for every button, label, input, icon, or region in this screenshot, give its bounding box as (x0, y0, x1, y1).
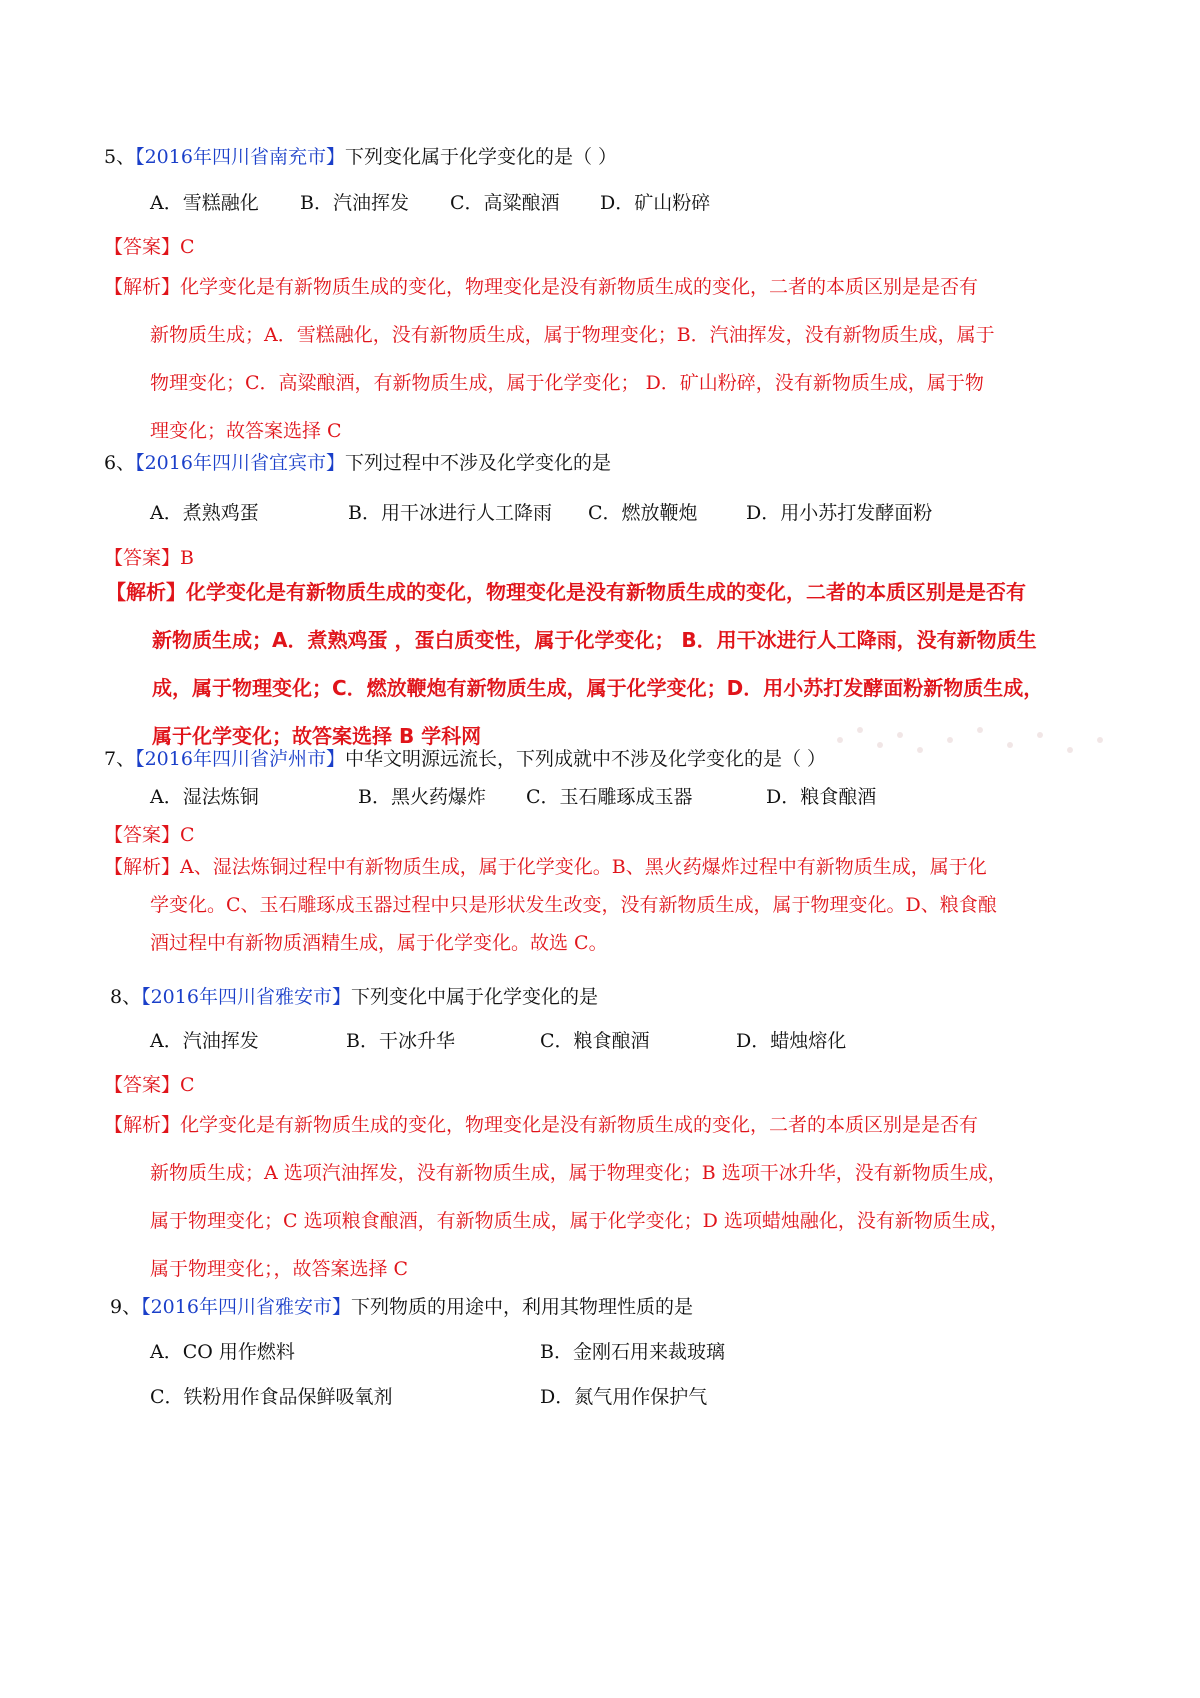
option-b: B．用干冰进行人工降雨 (348, 502, 552, 524)
option-d: D．矿山粉碎 (600, 192, 711, 214)
explanation-tag: 【解析】 (104, 856, 181, 878)
question-7 (104, 744, 826, 771)
question-9 (110, 1292, 693, 1319)
explanation-line: 化学变化是有新物质生成的变化，物理变化是没有新物质生成的变化，二者的本质区别是是否有 (186, 580, 1026, 604)
explanation-line: 属于物理变化；，故答案选择 C (150, 1258, 409, 1280)
explanation-line: 属于物理变化；C 选项粮食酿酒，有新物质生成，属于化学变化；D 选项蜡烛融化，没有新物质生成， (150, 1210, 1009, 1232)
option-c: C．燃放鞭炮 (588, 502, 698, 524)
question-6 (104, 448, 611, 475)
option-a: A．煮熟鸡蛋 (150, 502, 259, 524)
option-a: A．汽油挥发 (150, 1030, 259, 1052)
option-b: B．黑火药爆炸 (358, 786, 486, 808)
explanation-line: 学变化。C、玉石雕琢成玉器过程中只是形状发生改变，没有新物质生成，属于物理变化。D、粮食酿 (150, 894, 997, 916)
question-stem: 下列变化中属于化学变化的是 (350, 986, 598, 1008)
question-stem: 下列变化属于化学变化的是（ ） (344, 146, 617, 168)
question-number: 8、 (110, 986, 142, 1008)
explanation-line: 化学变化是有新物质生成的变化，物理变化是没有新物质生成的变化，二者的本质区别是是否有 (180, 276, 979, 298)
option-d: D．用小苏打发酵面粉 (746, 502, 933, 524)
explanation-line: 化学变化是有新物质生成的变化，物理变化是没有新物质生成的变化，二者的本质区别是是否有 (180, 1114, 979, 1136)
explanation-line: 物理变化；C．高粱酿酒，有新物质生成，属于化学变化； D．矿山粉碎，没有新物质生成，属于物 (150, 372, 984, 394)
explanation-line: A、湿法炼铜过程中有新物质生成，属于化学变化。B、黑火药爆炸过程中有新物质生成，属于化 (180, 856, 987, 878)
answer-q8: 【答案】C (104, 1074, 195, 1096)
explanation-line: 理变化；故答案选择 C (150, 420, 342, 442)
question-number: 6、 (104, 452, 136, 474)
question-stem: 下列物质的用途中，利用其物理性质的是 (350, 1296, 693, 1318)
explanation-line: 新物质生成；A．煮熟鸡蛋 ，蛋白质变性，属于化学变化； B．用干冰进行人工降雨，没有新物质生 (152, 628, 1037, 652)
answer-q7: 【答案】C (104, 824, 195, 846)
question-source: 【2016年四川省宜宾市】 (135, 452, 345, 474)
answer-q6: 【答案】B (104, 547, 194, 569)
question-source: 【2016年四川省泸州市】 (135, 748, 345, 770)
explanation-tag: 【解析】 (104, 1114, 181, 1136)
question-source: 【2016年四川省雅安市】 (141, 986, 351, 1008)
option-b: B．金刚石用来裁玻璃 (540, 1341, 725, 1363)
option-b: B．汽油挥发 (300, 192, 409, 214)
explanation-line: 属于化学变化；故答案选择 B 学科网 (152, 724, 482, 748)
question-source: 【2016年四川省南充市】 (135, 146, 345, 168)
explanation-tag: 【解析】 (106, 580, 186, 604)
question-number: 9、 (110, 1296, 142, 1318)
option-a: A．CO 用作燃料 (150, 1341, 295, 1363)
option-c: C．铁粉用作食品保鲜吸氧剂 (150, 1386, 393, 1408)
answer-q5: 【答案】C (104, 236, 195, 258)
question-stem: 中华文明源远流长，下列成就中不涉及化学变化的是（ ） (344, 748, 826, 770)
explanation-tag: 【解析】 (104, 276, 181, 298)
watermark-graphic (820, 700, 1120, 780)
option-b: B．干冰升华 (346, 1030, 455, 1052)
question-8 (110, 982, 598, 1009)
question-5 (104, 142, 617, 169)
explanation-line: 新物质生成；A．雪糕融化，没有新物质生成，属于物理变化；B．汽油挥发，没有新物质生成，属于 (150, 324, 995, 346)
option-d: D．氮气用作保护气 (540, 1386, 708, 1408)
question-source: 【2016年四川省雅安市】 (141, 1296, 351, 1318)
option-c: C．粮食酿酒 (540, 1030, 650, 1052)
question-number: 5、 (104, 146, 136, 168)
explanation-q5 (104, 263, 1104, 455)
option-c: C．高粱酿酒 (450, 192, 560, 214)
option-c: C．玉石雕琢成玉器 (526, 786, 693, 808)
option-a: A．雪糕融化 (150, 192, 259, 214)
option-a: A．湿法炼铜 (150, 786, 259, 808)
explanation-line: 新物质生成；A 选项汽油挥发，没有新物质生成，属于物理变化；B 选项干冰升华，没有新物质生成， (150, 1162, 1007, 1184)
question-stem: 下列过程中不涉及化学变化的是 (344, 452, 611, 474)
option-d: D．蜡烛熔化 (736, 1030, 847, 1052)
explanation-line: 成，属于物理变化；C．燃放鞭炮有新物质生成，属于化学变化；D．用小苏打发酵面粉新物质生成， (152, 676, 1044, 700)
question-number: 7、 (104, 748, 136, 770)
explanation-line: 酒过程中有新物质酒精生成，属于化学变化。故选 C。 (150, 932, 608, 954)
explanation-q7 (104, 848, 1104, 962)
option-d: D．粮食酿酒 (766, 786, 877, 808)
explanation-q8 (104, 1101, 1104, 1293)
